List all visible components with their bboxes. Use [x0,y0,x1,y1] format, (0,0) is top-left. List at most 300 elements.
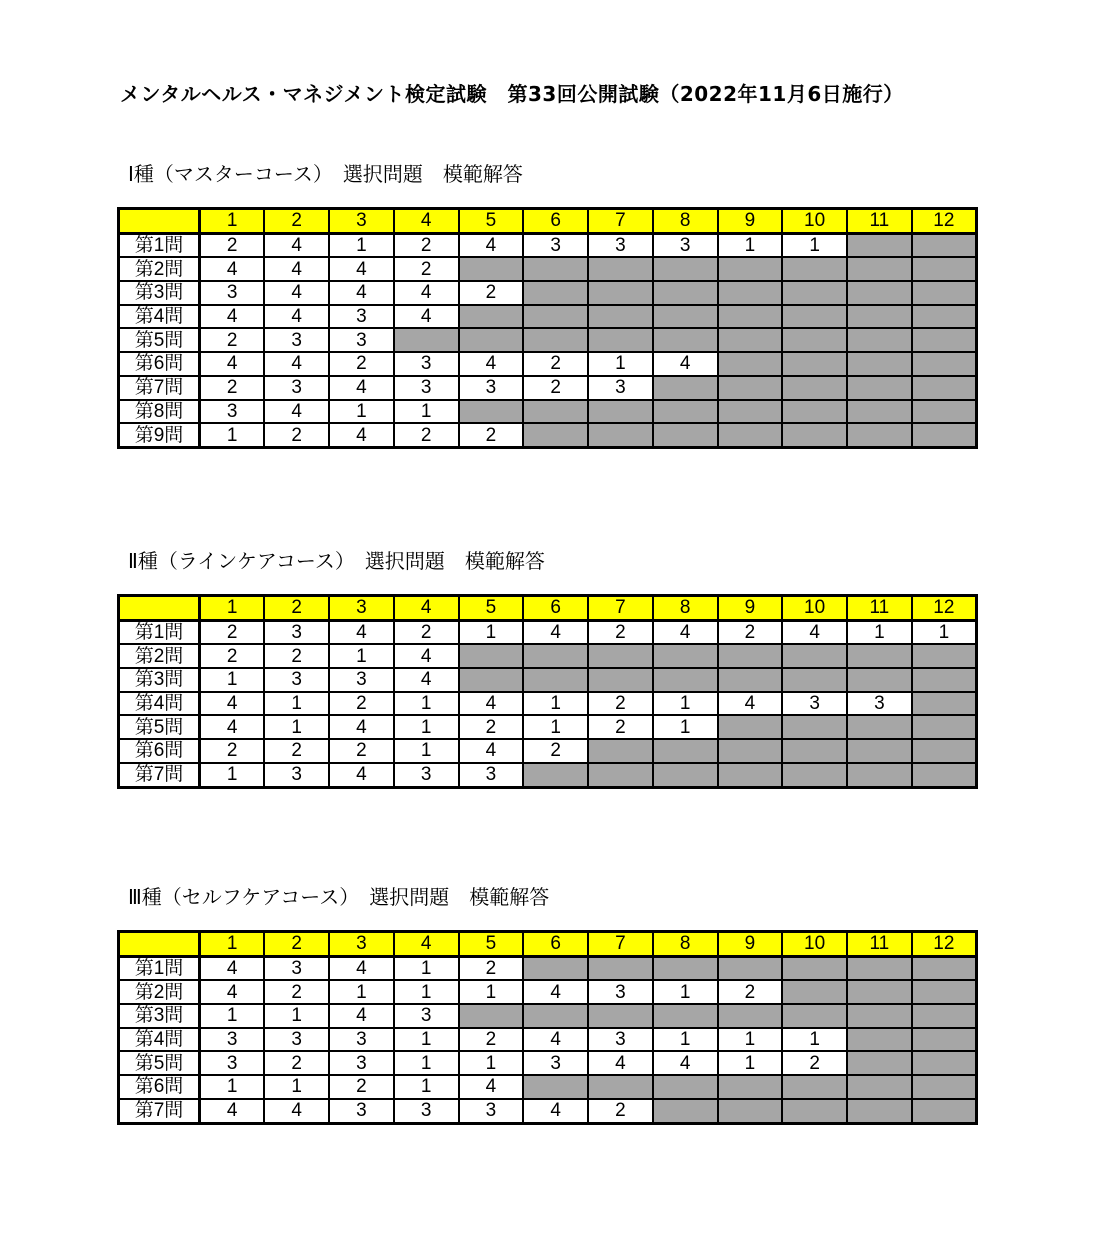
unused-cell [523,305,588,329]
unused-cell [459,644,524,668]
unused-cell [782,980,847,1004]
column-header-cell: 7 [588,932,653,957]
column-header-cell: 6 [523,932,588,957]
unused-cell [653,668,718,692]
unused-cell [588,400,653,424]
unused-cell [782,257,847,281]
unused-cell [912,956,977,980]
answer-cell: 1 [653,692,718,716]
question-label-cell: 第1問 [119,620,200,644]
answer-cell: 1 [653,715,718,739]
unused-cell [912,281,977,305]
answer-cell: 1 [394,715,459,739]
column-header-cell: 5 [459,932,524,957]
unused-cell [847,763,912,787]
unused-cell [459,400,524,424]
question-label-cell: 第9問 [119,423,200,447]
answer-cell: 2 [459,715,524,739]
unused-cell [523,257,588,281]
answer-cell: 1 [264,715,329,739]
answer-cell: 4 [200,715,265,739]
unused-cell [718,715,783,739]
answer-cell: 4 [329,1004,394,1028]
column-header-cell: 9 [718,596,783,621]
column-header-cell: 12 [912,209,977,234]
answer-cell: 4 [329,281,394,305]
answer-cell: 3 [588,233,653,257]
column-header-cell: 6 [523,596,588,621]
answer-cell: 2 [394,233,459,257]
unused-cell [847,1075,912,1099]
unused-cell [912,644,977,668]
answer-cell: 2 [588,620,653,644]
unused-cell [912,1075,977,1099]
unused-cell [718,644,783,668]
table-row [119,423,977,447]
question-label-cell: 第7問 [119,763,200,787]
unused-cell [847,281,912,305]
unused-cell [847,1051,912,1075]
answer-cell: 1 [653,980,718,1004]
answer-cell: 4 [329,423,394,447]
answer-cell: 2 [459,1028,524,1052]
unused-cell [523,763,588,787]
unused-cell [653,763,718,787]
question-label-cell: 第5問 [119,328,200,352]
unused-cell [912,739,977,763]
unused-cell [718,763,783,787]
unused-cell [847,400,912,424]
answer-cell: 1 [329,233,394,257]
answer-cell: 4 [264,400,329,424]
unused-cell [912,400,977,424]
unused-cell [459,257,524,281]
table-row [119,715,977,739]
answer-cell: 3 [329,305,394,329]
table-row [119,1051,977,1075]
answer-cell: 4 [200,692,265,716]
answer-cell: 3 [459,376,524,400]
table-row [119,376,977,400]
unused-cell [588,423,653,447]
unused-cell [718,281,783,305]
answer-cell: 2 [200,328,265,352]
unused-cell [782,1004,847,1028]
unused-cell [653,328,718,352]
answer-cell: 1 [459,620,524,644]
unused-cell [588,1075,653,1099]
answer-cell: 4 [394,644,459,668]
question-label-cell: 第2問 [119,257,200,281]
unused-cell [847,1099,912,1123]
unused-cell [847,739,912,763]
column-header-cell: 3 [329,932,394,957]
table-row [119,352,977,376]
table-row [119,620,977,644]
answer-cell: 3 [653,233,718,257]
answer-cell: 3 [200,1051,265,1075]
answer-cell: 1 [523,715,588,739]
table-row [119,1004,977,1028]
answer-cell: 2 [329,1075,394,1099]
answer-cell: 4 [264,281,329,305]
unused-cell [718,423,783,447]
unused-cell [653,376,718,400]
answer-cell: 3 [459,763,524,787]
table-row [119,956,977,980]
unused-cell [782,1075,847,1099]
answer-cell: 4 [264,305,329,329]
answer-cell: 2 [264,423,329,447]
answer-cell: 3 [847,692,912,716]
answer-cell: 3 [329,668,394,692]
unused-cell [782,423,847,447]
answer-cell: 2 [200,233,265,257]
table-row [119,668,977,692]
unused-cell [718,328,783,352]
column-header-row [119,209,977,234]
column-header-cell: 1 [200,596,265,621]
question-label-cell: 第1問 [119,956,200,980]
answer-cell: 1 [394,692,459,716]
answer-cell: 1 [653,1028,718,1052]
unused-cell [523,644,588,668]
answer-cell: 3 [588,1028,653,1052]
answer-cell: 2 [459,423,524,447]
answer-cell: 1 [264,1004,329,1028]
question-label-cell: 第4問 [119,692,200,716]
answer-cell: 4 [264,257,329,281]
answer-cell: 1 [588,352,653,376]
question-label-cell: 第6問 [119,352,200,376]
unused-cell [847,668,912,692]
unused-cell [653,956,718,980]
answer-cell: 2 [588,715,653,739]
answer-cell: 2 [200,376,265,400]
unused-cell [588,328,653,352]
answer-cell: 4 [264,233,329,257]
answer-cell: 2 [200,739,265,763]
unused-cell [653,305,718,329]
answer-cell: 4 [394,305,459,329]
answer-cell: 2 [394,620,459,644]
document-title: メンタルヘルス・マネジメント検定試験 第33回公開試験（2022年11月6日施行） [120,82,904,106]
answer-cell: 2 [264,1051,329,1075]
answer-cell: 2 [329,692,394,716]
answer-cell: 1 [718,1051,783,1075]
answer-cell: 2 [264,980,329,1004]
answer-cell: 4 [653,1051,718,1075]
unused-cell [782,763,847,787]
answer-cell: 1 [459,1051,524,1075]
unused-cell [718,352,783,376]
unused-cell [847,1004,912,1028]
unused-cell [847,1028,912,1052]
question-label-cell: 第5問 [119,715,200,739]
answer-cell: 4 [523,620,588,644]
unused-cell [718,376,783,400]
unused-cell [912,1004,977,1028]
unused-cell [588,668,653,692]
table-row [119,692,977,716]
unused-cell [912,692,977,716]
answer-cell: 2 [588,1099,653,1123]
column-header-cell: 10 [782,596,847,621]
table-row [119,763,977,787]
unused-cell [588,1004,653,1028]
answer-cell: 1 [329,400,394,424]
unused-cell [523,1075,588,1099]
answer-cell: 3 [264,763,329,787]
answer-cell: 2 [718,620,783,644]
unused-cell [653,1099,718,1123]
unused-cell [718,956,783,980]
answer-cell: 4 [394,281,459,305]
unused-cell [912,257,977,281]
answer-cell: 4 [653,620,718,644]
column-header-cell: 1 [200,209,265,234]
unused-cell [459,668,524,692]
unused-cell [782,281,847,305]
unused-cell [782,376,847,400]
unused-cell [718,739,783,763]
answer-table-3 [117,930,978,1125]
answer-cell: 3 [588,376,653,400]
answer-cell: 2 [264,739,329,763]
answer-cell: 4 [329,620,394,644]
question-label-cell: 第7問 [119,1099,200,1123]
unused-cell [588,281,653,305]
answer-cell: 1 [394,1075,459,1099]
answer-cell: 4 [459,739,524,763]
answer-cell: 3 [264,668,329,692]
unused-cell [523,668,588,692]
table-row [119,233,977,257]
answer-cell: 2 [200,620,265,644]
answer-cell: 4 [264,352,329,376]
unused-cell [588,739,653,763]
answer-cell: 3 [329,328,394,352]
column-header-cell: 2 [264,932,329,957]
answer-cell: 4 [653,352,718,376]
question-label-cell: 第3問 [119,1004,200,1028]
question-label-cell: 第3問 [119,281,200,305]
unused-cell [912,668,977,692]
answer-cell: 1 [394,400,459,424]
column-header-row [119,932,977,957]
answer-cell: 1 [329,980,394,1004]
column-header-cell: 7 [588,209,653,234]
unused-cell [588,956,653,980]
unused-cell [588,305,653,329]
unused-cell [653,1075,718,1099]
unused-cell [718,1075,783,1099]
answer-cell: 3 [523,233,588,257]
unused-cell [782,352,847,376]
answer-table-2 [117,594,978,789]
unused-cell [912,1099,977,1123]
answer-cell: 1 [200,763,265,787]
unused-cell [912,352,977,376]
unused-cell [459,1004,524,1028]
answer-cell: 1 [394,956,459,980]
answer-cell: 4 [200,305,265,329]
column-header-cell: 4 [394,932,459,957]
answer-cell: 4 [459,352,524,376]
answer-cell: 3 [394,352,459,376]
unused-cell [718,305,783,329]
unused-cell [782,644,847,668]
answer-cell: 1 [394,1051,459,1075]
unused-cell [653,257,718,281]
column-header-cell: 9 [718,932,783,957]
answer-cell: 3 [394,763,459,787]
question-label-cell: 第6問 [119,739,200,763]
column-header-cell: 7 [588,596,653,621]
table-row [119,980,977,1004]
unused-cell [718,1004,783,1028]
answer-cell: 4 [329,763,394,787]
unused-cell [782,305,847,329]
answer-cell: 3 [394,376,459,400]
answer-cell: 1 [394,1028,459,1052]
unused-cell [912,980,977,1004]
answer-cell: 2 [394,423,459,447]
answer-cell: 4 [394,668,459,692]
column-header-cell: 1 [200,932,265,957]
answer-cell: 2 [329,352,394,376]
answer-cell: 4 [200,257,265,281]
question-label-cell: 第4問 [119,1028,200,1052]
answer-cell: 3 [588,980,653,1004]
question-label-cell: 第7問 [119,376,200,400]
question-label-cell: 第3問 [119,668,200,692]
column-header-cell: 5 [459,596,524,621]
answer-cell: 2 [718,980,783,1004]
answer-cell: 1 [264,1075,329,1099]
answer-cell: 3 [523,1051,588,1075]
answer-cell: 3 [329,1028,394,1052]
answer-cell: 1 [200,668,265,692]
unused-cell [588,763,653,787]
unused-cell [459,328,524,352]
unused-cell [523,423,588,447]
table-row [119,400,977,424]
unused-cell [912,305,977,329]
answer-cell: 2 [264,644,329,668]
unused-cell [912,233,977,257]
table-row [119,739,977,763]
column-header-cell: 8 [653,209,718,234]
answer-cell: 2 [588,692,653,716]
unused-cell [912,1028,977,1052]
unused-cell [847,423,912,447]
answer-cell: 3 [394,1004,459,1028]
unused-cell [847,644,912,668]
section-title-3: Ⅲ種（セルフケアコース） 選択問題 模範解答 [128,885,550,909]
column-header-cell: 2 [264,596,329,621]
answer-cell: 3 [782,692,847,716]
unused-cell [847,715,912,739]
answer-cell: 1 [329,644,394,668]
answer-cell: 4 [588,1051,653,1075]
unused-cell [782,668,847,692]
column-header-cell: 3 [329,596,394,621]
unused-cell [718,668,783,692]
answer-cell: 1 [200,423,265,447]
unused-cell [782,715,847,739]
answer-cell: 3 [459,1099,524,1123]
answer-cell: 1 [264,692,329,716]
column-header-cell: 2 [264,209,329,234]
answer-cell: 3 [200,400,265,424]
question-label-cell: 第2問 [119,644,200,668]
column-header-cell: 8 [653,932,718,957]
unused-cell [782,400,847,424]
column-header-cell: 10 [782,209,847,234]
unused-cell [523,400,588,424]
unused-cell [847,376,912,400]
unused-cell [523,328,588,352]
unused-cell [847,305,912,329]
question-label-cell: 第6問 [119,1075,200,1099]
answer-cell: 3 [329,1051,394,1075]
unused-cell [912,376,977,400]
unused-cell [912,1051,977,1075]
answer-cell: 4 [200,980,265,1004]
answer-table-1 [117,207,978,449]
answer-cell: 1 [912,620,977,644]
answer-cell: 2 [523,739,588,763]
column-header-cell: 12 [912,596,977,621]
answer-cell: 1 [394,980,459,1004]
column-header-cell: 10 [782,932,847,957]
answer-cell: 4 [200,352,265,376]
unused-cell [782,328,847,352]
column-header-cell: 4 [394,596,459,621]
answer-cell: 4 [459,233,524,257]
answer-cell: 2 [459,281,524,305]
answer-cell: 1 [200,1075,265,1099]
unused-cell [523,281,588,305]
unused-cell [588,257,653,281]
table-row [119,1099,977,1123]
answer-cell: 4 [459,1075,524,1099]
unused-cell [523,956,588,980]
unused-cell [653,739,718,763]
answer-cell: 4 [329,257,394,281]
question-label-cell: 第4問 [119,305,200,329]
unused-cell [718,400,783,424]
unused-cell [653,644,718,668]
unused-cell [394,328,459,352]
column-header-row [119,596,977,621]
answer-cell: 3 [200,281,265,305]
answer-cell: 4 [329,956,394,980]
unused-cell [653,281,718,305]
answer-cell: 3 [264,956,329,980]
answer-cell: 4 [459,692,524,716]
unused-cell [459,305,524,329]
question-label-cell: 第2問 [119,980,200,1004]
unused-cell [718,1099,783,1123]
question-label-cell: 第1問 [119,233,200,257]
unused-cell [912,328,977,352]
answer-cell: 1 [718,1028,783,1052]
unused-cell [653,423,718,447]
table-row [119,305,977,329]
answer-cell: 1 [200,1004,265,1028]
